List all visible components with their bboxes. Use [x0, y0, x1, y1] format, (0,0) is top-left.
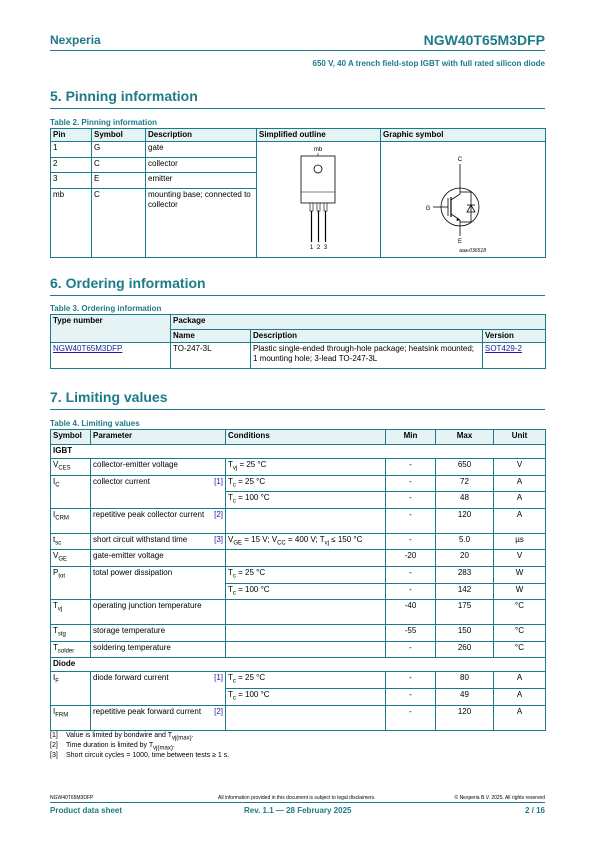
- symbol-cell: C: [92, 157, 146, 173]
- col-header: Package: [171, 315, 546, 330]
- outline-label-pin1: 1: [309, 245, 314, 251]
- table-row: $V_{GE}$ gate-emitter voltage -20 20 V: [51, 550, 546, 567]
- footnote-3: [3] Short circuit cycles = 1000, time between tests ≥ 1 s.: [50, 752, 230, 759]
- desc-cell: emitter: [146, 173, 257, 189]
- col-header: Symbol: [92, 129, 146, 142]
- brand-name: Nexperia: [50, 33, 101, 47]
- footnote-1: [1] Value is limited by bondwire and $T_{vj(max)}$.: [50, 732, 194, 742]
- group-diode: Diode: [51, 658, 546, 672]
- to247-outline-icon: [257, 142, 381, 254]
- table-row: $T_c = 100$ °C - 48 A: [51, 492, 546, 509]
- symbol-cell: E: [92, 173, 146, 189]
- table-row: $P_{tot}$ total power dissipation $T_c = 25$ °C - 283 W: [51, 566, 546, 583]
- footer-rule: [50, 802, 545, 803]
- table-row: $V_{CES}$ collector-emitter voltage $T_{vj} = 25$ °C - 650 V: [51, 459, 546, 476]
- col-header: Version: [483, 330, 546, 343]
- desc-cell: collector: [146, 157, 257, 173]
- desc-cell: gate: [146, 142, 257, 158]
- footer-revision: Rev. 1.1 — 28 February 2025: [244, 806, 352, 815]
- outline-label-mb: mb: [313, 147, 323, 153]
- section-6-title: 6. Ordering information: [50, 275, 206, 291]
- symbol-label-c: C: [457, 157, 463, 163]
- symbol-code: aaa-036518: [459, 248, 486, 254]
- pinning-table: [50, 128, 546, 258]
- table-row: $I_F$ [1] diode forward current $T_c = 25$ °C - 80 A: [51, 672, 546, 689]
- footer-page: 2 / 16: [524, 806, 545, 815]
- outline-label-pin3: 3: [323, 245, 328, 251]
- table-row: $T_{stg}$ storage temperature -55 150 °C: [51, 625, 546, 642]
- symbol-cell: C: [92, 188, 146, 257]
- table-row: $T_c = 100$ °C - 49 A: [51, 688, 546, 705]
- col-header: Description: [146, 129, 257, 142]
- table-row: $I_{CRM}$ [2] repetitive peak collector current - 120 A: [51, 508, 546, 533]
- subtitle: 650 V, 40 A trench field-stop IGBT with full rated silicon diode: [312, 59, 545, 68]
- col-header: Graphic symbol: [381, 129, 546, 142]
- table-row: $T_c = 100$ °C - 142 W: [51, 583, 546, 600]
- pin-cell: 2: [51, 157, 92, 173]
- section-5-title: 5. Pinning information: [50, 88, 198, 104]
- table-row: $t_{sc}$ [3] short circuit withstand time $V_{GE} = 15$ V; $V_{CC} = 400$ V; $T_{vj} \le 150$ °C - 5.0 µs: [51, 533, 546, 550]
- symbol-graphic-cell: [381, 142, 546, 258]
- section-rule: [50, 295, 545, 296]
- table-row: [51, 142, 546, 158]
- pin-cell: 3: [51, 173, 92, 189]
- part-number: NGW40T65M3DFP: [423, 32, 545, 48]
- table-row: [51, 343, 546, 369]
- table3-caption: Table 3. Ordering information: [50, 304, 162, 313]
- col-header: Name: [171, 330, 251, 343]
- col-header: Unit: [494, 430, 546, 445]
- col-header: Conditions: [226, 430, 386, 445]
- table-row: $T_{solder}$ soldering temperature - 260 °C: [51, 641, 546, 658]
- col-header: Simplified outline: [257, 129, 381, 142]
- header-rule: [50, 50, 545, 51]
- col-header: Symbol: [51, 430, 91, 445]
- desc-cell: mounting base; connected to collector: [146, 188, 257, 257]
- symbol-cell: G: [92, 142, 146, 158]
- col-header: Max: [436, 430, 494, 445]
- col-header: Min: [386, 430, 436, 445]
- package-desc: Plastic single-ended through-hole package; heatsink mounted; 1 mounting hole; 3-lead TO-247-3L: [251, 343, 483, 369]
- table-row: $I_{FRM}$ [2] repetitive peak forward current - 120 A: [51, 705, 546, 730]
- col-header: Type number: [51, 315, 171, 343]
- table2-caption: Table 2. Pinning information: [50, 118, 157, 127]
- type-number-link[interactable]: NGW40T65M3DFP: [53, 344, 123, 353]
- col-header: Pin: [51, 129, 92, 142]
- footer-disclaimer: All information provided in this document is subject to legal disclaimers.: [218, 795, 376, 801]
- symbol-label-g: G: [425, 206, 431, 212]
- footnote-2: [2] Time duration is limited by $T_{vj(max)}$.: [50, 742, 175, 752]
- group-igbt: IGBT: [51, 445, 546, 459]
- footer-part: NGW40T65M3DFP: [50, 795, 94, 801]
- outline-cell: [257, 142, 381, 258]
- table-row: $I_C$ [1] collector current $T_c = 25$ °C - 72 A: [51, 475, 546, 492]
- outline-label-pin2: 2: [316, 245, 321, 251]
- igbt-symbol-icon: [381, 142, 546, 254]
- symbol-label-e: E: [457, 239, 463, 245]
- package-name: TO-247-3L: [171, 343, 251, 369]
- footer-copyright: © Nexperia B.V. 2025. All rights reserved: [454, 795, 545, 801]
- pin-cell: 1: [51, 142, 92, 158]
- pin-cell: mb: [51, 188, 92, 257]
- section-rule: [50, 409, 545, 410]
- col-header: Parameter: [91, 430, 226, 445]
- version-link[interactable]: SOT429-2: [485, 344, 522, 353]
- table-row: $T_{vj}$ operating junction temperature -40 175 °C: [51, 600, 546, 625]
- section-rule: [50, 108, 545, 109]
- section-7-title: 7. Limiting values: [50, 389, 168, 405]
- ordering-table: [50, 314, 546, 369]
- col-header: Description: [251, 330, 483, 343]
- limiting-values-table: [50, 429, 546, 731]
- footer-doc-type: Product data sheet: [50, 806, 123, 815]
- table4-caption: Table 4. Limiting values: [50, 419, 140, 428]
